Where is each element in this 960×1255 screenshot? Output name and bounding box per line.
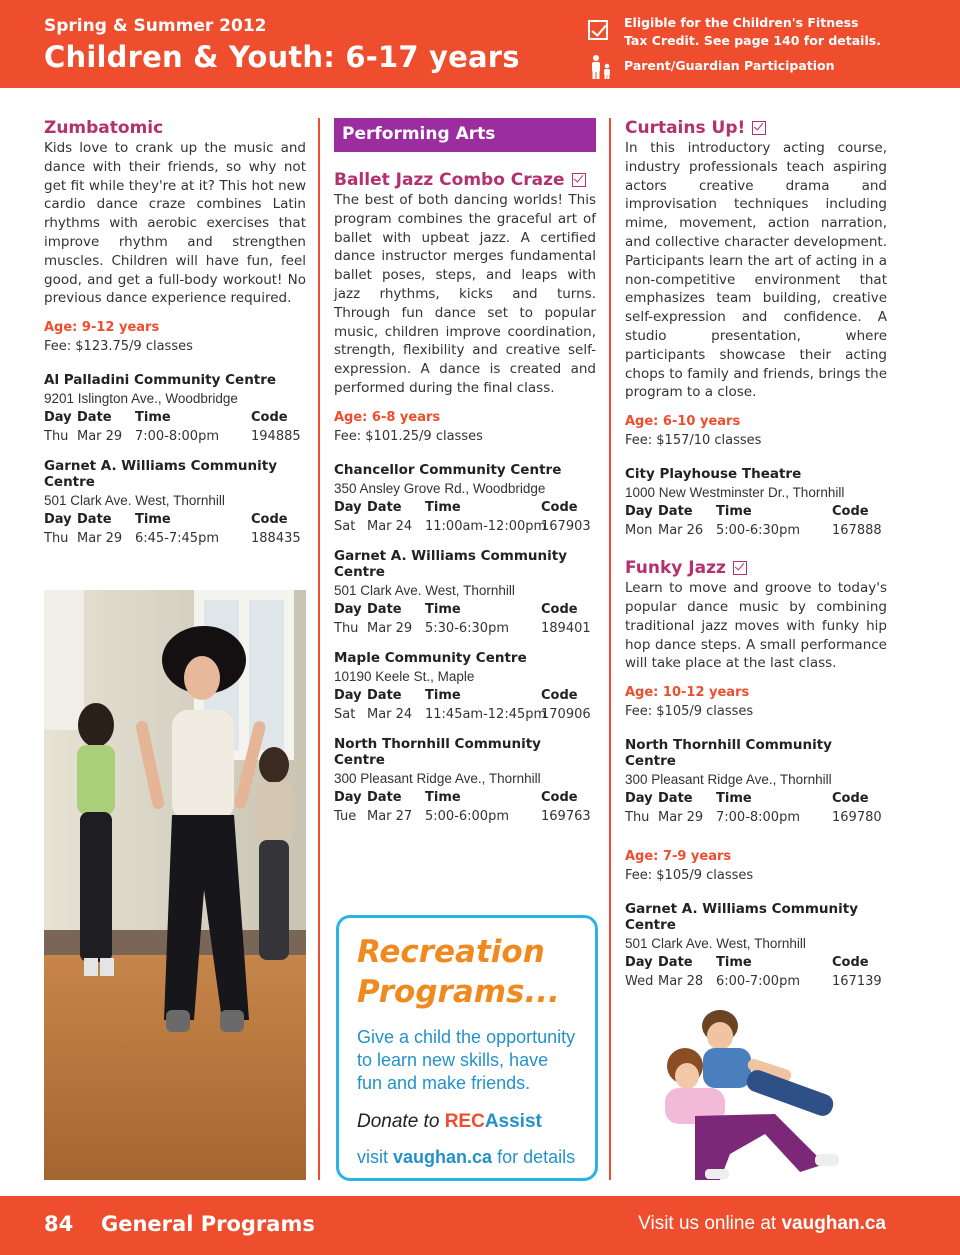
cell-time: 5:00-6:30pm bbox=[716, 523, 800, 539]
assist-logo-text: Assist bbox=[484, 1111, 542, 1132]
schedule-table bbox=[625, 504, 887, 538]
col-header-day: Day bbox=[334, 789, 362, 805]
col-header-date: Date bbox=[367, 499, 402, 515]
page-header bbox=[0, 0, 960, 88]
legend-parent bbox=[588, 54, 948, 80]
page-footer bbox=[0, 1196, 960, 1255]
cell-day: Thu bbox=[44, 429, 69, 445]
footer-site bbox=[638, 1213, 886, 1235]
column-3 bbox=[625, 118, 887, 989]
cell-code: 167888 bbox=[832, 523, 882, 539]
cell-code: 194885 bbox=[251, 429, 301, 445]
venue-address: 501 Clark Ave. West, Thornhill bbox=[334, 582, 515, 598]
venue-address: 300 Pleasant Ridge Ave., Thornhill bbox=[334, 770, 541, 786]
fee: Fee: $105/9 classes bbox=[625, 868, 754, 884]
venue-name: Al Palladini Community Centre bbox=[44, 372, 277, 389]
kids-dancing-photo bbox=[625, 1004, 887, 1180]
fitness-credit-checkbox-icon bbox=[572, 173, 586, 187]
cell-time: 11:00am-12:00pm bbox=[425, 518, 547, 534]
col-header-day: Day bbox=[625, 504, 653, 520]
cell-date: Mar 29 bbox=[658, 810, 704, 826]
cell-code: 167903 bbox=[541, 518, 591, 534]
cell-day: Sat bbox=[334, 706, 356, 722]
age-range: Age: 10-12 years bbox=[625, 685, 750, 701]
program-title bbox=[625, 558, 887, 578]
venue-name: Maple Community Centre bbox=[334, 649, 527, 666]
visit-post: for details bbox=[497, 1147, 576, 1167]
col-header-day: Day bbox=[334, 499, 362, 515]
cell-date: Mar 26 bbox=[658, 523, 704, 539]
donate-line bbox=[357, 1111, 577, 1133]
cell-code: 170906 bbox=[541, 706, 591, 722]
cell-day: Tue bbox=[334, 808, 357, 824]
program-title-text: Zumbatomic bbox=[44, 118, 164, 138]
venue-address: 300 Pleasant Ridge Ave., Thornhill bbox=[625, 772, 832, 788]
col-header-code: Code bbox=[541, 687, 578, 703]
venue-name: North Thornhill Community Centre bbox=[625, 737, 832, 770]
fee: Fee: $101.25/9 classes bbox=[334, 428, 483, 444]
col-header-code: Code bbox=[832, 955, 869, 971]
col-header-day: Day bbox=[334, 601, 362, 617]
col-header-date: Date bbox=[658, 955, 693, 971]
venue bbox=[334, 736, 596, 824]
cell-day: Wed bbox=[625, 974, 654, 990]
cell-day: Thu bbox=[625, 810, 650, 826]
schedule-table bbox=[625, 791, 887, 825]
legend-fitness bbox=[588, 14, 948, 54]
schedule-table bbox=[625, 955, 887, 989]
cell-date: Mar 24 bbox=[367, 518, 413, 534]
fee: Fee: $123.75/9 classes bbox=[44, 339, 193, 355]
visit-line bbox=[357, 1147, 577, 1168]
venue-address: 501 Clark Ave. West, Thornhill bbox=[625, 936, 806, 952]
venue-address: 10190 Keele St., Maple bbox=[334, 668, 475, 684]
cell-date: Mar 24 bbox=[367, 706, 413, 722]
footer-site-link[interactable]: vaughan.ca bbox=[781, 1213, 886, 1234]
cell-code: 169763 bbox=[541, 808, 591, 824]
legend-parent-text: Parent/Guardian Participation bbox=[624, 58, 835, 73]
schedule-table bbox=[334, 688, 596, 722]
col-header-time: Time bbox=[716, 791, 752, 807]
dancers-photo bbox=[44, 590, 306, 1180]
program-description: In this introductory acting course, industry professionals teach aspiring actors creative drama and improvisation techniques including mime, movement, action narration, and collective character development. Participants learn the art of acting in a non-competitive environment that emphasizes team building, creative self-expression and confidence. A studio presentation, where participants showcase their acting chops to family and friends, brings the program to a close. bbox=[625, 140, 887, 401]
footer-section-title: General Programs bbox=[101, 1212, 315, 1236]
schedule-table bbox=[334, 602, 596, 636]
venue bbox=[44, 372, 306, 444]
venue-name: City Playhouse Theatre bbox=[625, 466, 802, 483]
cell-day: Sat bbox=[334, 518, 356, 534]
fitness-credit-checkbox-icon bbox=[733, 561, 747, 575]
col-header-time: Time bbox=[716, 504, 752, 520]
schedule-table bbox=[44, 512, 306, 546]
venue-name: Garnet A. Williams Community Centre bbox=[625, 901, 859, 934]
cell-time: 7:00-8:00pm bbox=[716, 810, 800, 826]
cell-time: 6:45-7:45pm bbox=[135, 531, 219, 547]
venue-address: 9201 Islington Ave., Woodbridge bbox=[44, 391, 238, 407]
cell-date: Mar 28 bbox=[658, 974, 704, 990]
col-header-time: Time bbox=[135, 410, 171, 426]
col-header-code: Code bbox=[832, 791, 869, 807]
schedule-table bbox=[334, 790, 596, 824]
venue bbox=[334, 650, 596, 722]
venue-name: Garnet A. Williams Community Centre bbox=[44, 458, 278, 491]
col-header-time: Time bbox=[716, 955, 752, 971]
legend bbox=[588, 14, 948, 80]
visit-site-link[interactable]: vaughan.ca bbox=[393, 1147, 493, 1167]
program-title bbox=[625, 118, 887, 138]
age-range: Age: 9-12 years bbox=[44, 320, 160, 336]
col-header-time: Time bbox=[135, 512, 171, 528]
program-description: The best of both dancing worlds! This program combines the graceful art of ballet with upbeat jazz. A certified dance instructor merges fundamental ballet poses, steps, and leaps with jazz rhythms, kicks and turns. Through fun dance set to popular music, children improve coordination, strength, flexibility and creative self-expression. A dance is created and performed during the final class. bbox=[334, 192, 596, 396]
donate-headline-2: Programs... bbox=[357, 974, 560, 1010]
cell-day: Thu bbox=[334, 620, 359, 636]
fee: Fee: $105/9 classes bbox=[625, 704, 754, 720]
schedule-table bbox=[334, 500, 596, 534]
venue bbox=[625, 466, 887, 538]
col-header-date: Date bbox=[367, 789, 402, 805]
checkbox-icon bbox=[588, 20, 608, 40]
venue-name: North Thornhill Community Centre bbox=[334, 735, 541, 768]
col-header-code: Code bbox=[251, 512, 288, 528]
col-header-day: Day bbox=[44, 512, 72, 528]
legend-fitness-line1: Eligible for the Children's Fitness bbox=[624, 15, 859, 30]
venue bbox=[625, 737, 887, 825]
col-header-day: Day bbox=[44, 410, 72, 426]
cell-time: 6:00-7:00pm bbox=[716, 974, 800, 990]
column-2 bbox=[334, 118, 596, 824]
cell-code: 169780 bbox=[832, 810, 882, 826]
col-header-time: Time bbox=[425, 789, 461, 805]
season-label: Spring & Summer 2012 bbox=[44, 16, 267, 36]
venue bbox=[334, 462, 596, 534]
col-header-date: Date bbox=[367, 687, 402, 703]
col-header-date: Date bbox=[77, 410, 112, 426]
cell-code: 188435 bbox=[251, 531, 301, 547]
age-range: Age: 6-8 years bbox=[334, 409, 441, 425]
program-title-text: Curtains Up! bbox=[625, 118, 746, 138]
program-title-text: Ballet Jazz Combo Craze bbox=[334, 170, 565, 190]
program-description: Learn to move and groove to today's popular dance music by combining traditional jazz moves with funky hip hop dance steps. A small performance will take place at the last class. bbox=[625, 580, 887, 672]
fitness-credit-checkbox-icon bbox=[752, 121, 766, 135]
venue-address: 501 Clark Ave. West, Thornhill bbox=[44, 493, 225, 509]
donate-to-text: Donate to bbox=[357, 1111, 440, 1132]
section-heading: Performing Arts bbox=[334, 118, 596, 152]
recassist-donate-box bbox=[336, 915, 598, 1181]
cell-date: Mar 29 bbox=[77, 531, 123, 547]
column-divider bbox=[318, 118, 320, 1180]
col-header-day: Day bbox=[334, 687, 362, 703]
venue bbox=[44, 458, 306, 546]
footer-site-pre: Visit us online at bbox=[638, 1213, 777, 1234]
col-header-date: Date bbox=[658, 504, 693, 520]
col-header-code: Code bbox=[832, 504, 869, 520]
donate-headline-1: Recreation bbox=[357, 934, 545, 970]
cell-code: 167139 bbox=[832, 974, 882, 990]
col-header-code: Code bbox=[251, 410, 288, 426]
cell-date: Mar 29 bbox=[367, 620, 413, 636]
col-header-day: Day bbox=[625, 791, 653, 807]
cell-time: 11:45am-12:45pm bbox=[425, 706, 547, 722]
age-range: Age: 7-9 years bbox=[625, 849, 732, 865]
donate-message: Give a child the opportunity to learn new skills, have fun and make friends. bbox=[357, 1027, 576, 1093]
cell-day: Mon bbox=[625, 523, 653, 539]
column-1 bbox=[44, 118, 306, 546]
fee: Fee: $157/10 classes bbox=[625, 433, 762, 449]
parent-child-icon bbox=[588, 54, 614, 80]
legend-fitness-line2: Tax Credit. See page 140 for details. bbox=[624, 33, 881, 48]
venue-name: Chancellor Community Centre bbox=[334, 461, 562, 478]
cell-time: 5:30-6:30pm bbox=[425, 620, 509, 636]
col-header-date: Date bbox=[367, 601, 402, 617]
rec-logo-text: REC bbox=[444, 1111, 485, 1132]
col-header-date: Date bbox=[658, 791, 693, 807]
cell-time: 5:00-6:00pm bbox=[425, 808, 509, 824]
page-title: Children & Youth: 6-17 years bbox=[44, 40, 520, 74]
col-header-code: Code bbox=[541, 789, 578, 805]
col-header-time: Time bbox=[425, 499, 461, 515]
venue-address: 1000 New Westminster Dr., Thornhill bbox=[625, 485, 845, 501]
col-header-time: Time bbox=[425, 601, 461, 617]
column-divider bbox=[609, 118, 611, 1180]
cell-day: Thu bbox=[44, 531, 69, 547]
col-header-day: Day bbox=[625, 955, 653, 971]
visit-pre: visit bbox=[357, 1147, 388, 1167]
col-header-code: Code bbox=[541, 499, 578, 515]
venue-address: 350 Ansley Grove Rd., Woodbridge bbox=[334, 480, 546, 496]
venue bbox=[334, 548, 596, 636]
cell-time: 7:00-8:00pm bbox=[135, 429, 219, 445]
schedule-table bbox=[44, 410, 306, 444]
col-header-date: Date bbox=[77, 512, 112, 528]
venue bbox=[625, 901, 887, 989]
age-range: Age: 6-10 years bbox=[625, 414, 741, 430]
venue-name: Garnet A. Williams Community Centre bbox=[334, 547, 568, 580]
program-description: Kids love to crank up the music and dance with their friends, so why not get fit while they're at it? This hot new cardio dance craze combines Latin rhythms with aerobic exercises that improve rhythm and strengthen muscles. Children will have fun, feel good, and get a full-body workout! No previous dance experience required. bbox=[44, 140, 306, 307]
page-number: 84 bbox=[44, 1212, 74, 1236]
cell-date: Mar 27 bbox=[367, 808, 413, 824]
program-title bbox=[334, 170, 596, 190]
col-header-code: Code bbox=[541, 601, 578, 617]
program-title-text: Funky Jazz bbox=[625, 558, 726, 579]
cell-code: 189401 bbox=[541, 620, 591, 636]
program-title bbox=[44, 118, 306, 138]
cell-date: Mar 29 bbox=[77, 429, 123, 445]
col-header-time: Time bbox=[425, 687, 461, 703]
